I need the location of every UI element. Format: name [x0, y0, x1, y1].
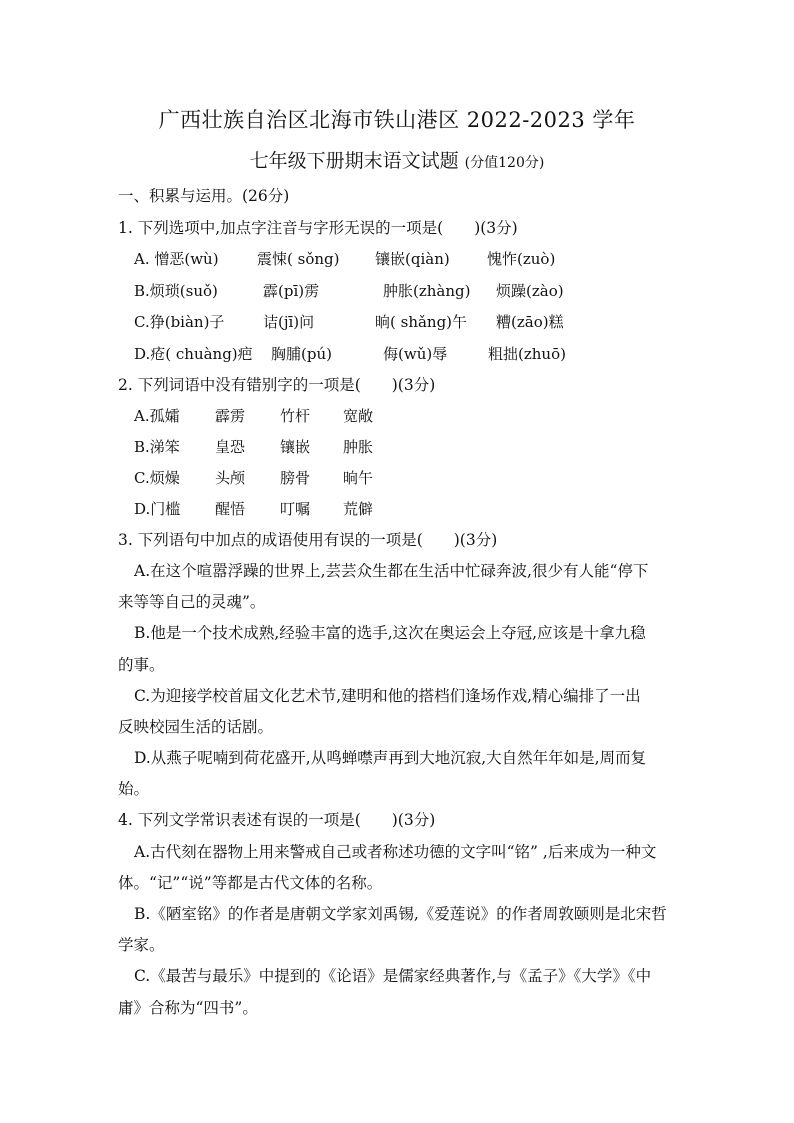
q1-option-d3: 侮(wǔ)辱	[383, 345, 448, 363]
question-1-stem: 1. 下列选项中,加点字注音与字形无误的一项是( )(3分)	[118, 219, 518, 237]
q2-option-b4: 肿胀	[343, 438, 374, 456]
question-3-stem: 3. 下列语句中加点的成语使用有误的一项是( )(3分)	[118, 531, 498, 549]
subtitle-text: 七年级下册期末语文试题	[249, 150, 459, 172]
q2-option-c1: C.烦燥	[134, 469, 180, 487]
q2-option-a2: 霹雳	[215, 407, 246, 425]
q3-option-b-line1: B.他是一个技术成熟,经验丰富的选手,这次在奥运会上夺冠,应该是十拿九稳	[134, 624, 646, 642]
q3-option-a-line2: 来等等自己的灵魂”。	[118, 593, 266, 611]
q4-option-a-line2: 体。“记”“说”等都是古代文体的名称。	[118, 874, 383, 892]
q1-option-c2: 诘(jī)问	[263, 313, 315, 331]
q2-option-d3: 叮嘱	[280, 500, 311, 518]
q2-option-b2: 皇恐	[215, 438, 246, 456]
section-heading: 一、积累与运用。(26分)	[118, 187, 290, 205]
q1-option-b1: B.烦琐(suǒ)	[134, 282, 218, 300]
q1-option-c1: C.狰(biàn)子	[134, 313, 225, 331]
q2-option-a1: A.孤孀	[134, 407, 180, 425]
q2-option-b3: 镶嵌	[280, 438, 311, 456]
q1-option-b3: 肿胀(zhàng)	[383, 282, 471, 300]
q2-option-b1: B.涕笨	[134, 438, 180, 456]
q1-option-b4: 烦躁(zào)	[496, 282, 564, 300]
q2-option-c3: 膀骨	[280, 469, 311, 487]
q1-option-d2: 胸脯(pú)	[271, 345, 332, 363]
q2-option-d1: D.门槛	[134, 500, 181, 518]
q3-option-d-line2: 始。	[118, 780, 150, 798]
q4-option-c-line2: 庸》合称为“四书”。	[118, 999, 258, 1017]
q1-option-a2: 震悚( sǒng)	[257, 250, 340, 268]
exam-title: 广西壮族自治区北海市铁山港区 2022-2023 学年	[158, 108, 636, 132]
q4-option-b-line1: B.《陋室铭》的作者是唐朝文学家刘禹锡,《爱莲说》的作者周敦颐则是北宋哲	[134, 905, 667, 923]
question-2-stem: 2. 下列词语中没有错别字的一项是( )(3分)	[118, 376, 436, 394]
q3-option-b-line2: 的事。	[118, 656, 165, 674]
q2-option-c2: 头颅	[215, 469, 246, 487]
q2-option-d2: 醒悟	[215, 500, 246, 518]
q2-option-a4: 宽敞	[343, 407, 374, 425]
q1-option-a4: 愧怍(zuò)	[487, 250, 556, 268]
q2-option-a3: 竹杆	[280, 407, 311, 425]
q2-option-d4: 荒僻	[343, 500, 374, 518]
q3-option-c-line1: C.为迎接学校首届文化艺术节,建明和他的搭档们逢场作戏,精心编排了一出	[134, 687, 641, 705]
q1-option-c4: 糟(zāo)糕	[496, 313, 564, 331]
q4-option-b-line2: 学家。	[118, 936, 165, 954]
q1-option-b2: 霹(pī)雳	[263, 282, 320, 300]
exam-subtitle	[0, 146, 794, 173]
q3-option-a-line1: A.在这个喧嚣浮躁的世界上,芸芸众生都在生活中忙碌奔波,很少有人能“停下	[134, 562, 649, 580]
q1-option-a3: 镶嵌(qiàn)	[375, 250, 450, 268]
q2-option-c4: 晌午	[343, 469, 374, 487]
q3-option-d-line1: D.从燕子呢喃到荷花盛开,从鸣蝉噤声再到大地沉寂,大自然年年如是,周而复	[134, 749, 647, 767]
q1-option-d1: D.疮( chuàng)疤	[134, 345, 253, 363]
q4-option-c-line1: C.《最苦与最乐》中提到的《论语》是儒家经典著作,与《孟子》《大学》《中	[134, 967, 652, 985]
q1-option-c3: 晌( shǎng)午	[375, 313, 468, 331]
score-note: (分值120分)	[464, 155, 545, 171]
q1-option-a1: A. 憎恶(wù)	[134, 250, 219, 268]
q3-option-c-line2: 反映校园生活的话剧。	[118, 718, 274, 736]
question-4-stem: 4. 下列文学常识表述有误的一项是( )(3分)	[118, 811, 436, 829]
q1-option-d4: 粗拙(zhuō)	[488, 345, 566, 363]
q4-option-a-line1: A.古代刻在器物上用来警戒自己或者称述功德的文字叫“铭” ,后来成为一种文	[134, 843, 657, 861]
